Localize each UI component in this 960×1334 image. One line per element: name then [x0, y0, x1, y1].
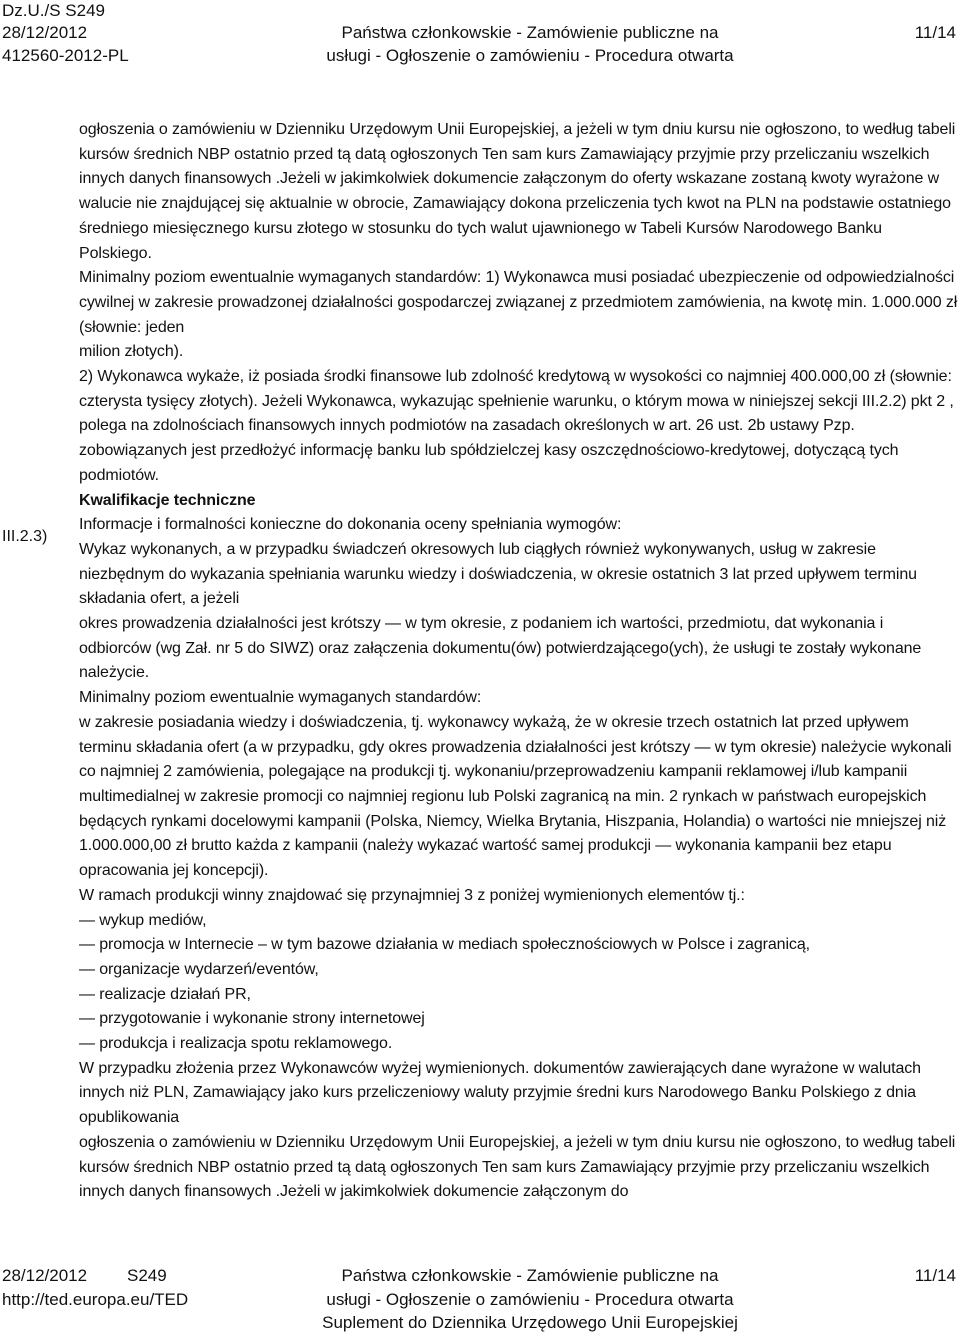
paragraph-currency-conversion-repeat: ogłoszenia o zamówieniu w Dzienniku Urzędowym Unii Europejskiej, a jeżeli w tym dniu kursu nie ogłoszono, to według tabeli kursów średnich NBP ostatnio przed tą datą ogłoszonych Ten sam kurs Zamawiający przyjmie przy przeliczaniu wszelkich innych danych finansowych .Jeżeli w jakimkolwiek dokumencie załączonym do	[79, 1133, 956, 1201]
document-body	[79, 118, 959, 1205]
paragraph-knowledge-experience: w zakresie posiadania wiedzy i doświadczenia, tj. wykonawcy wykażą, że w okresie trzech ostatnich lat przed upływem terminu składania ofert (a w przypadku, gdy okres prowadzenia działalności jest krótszy — w tym okresie) należycie wykonali co najmniej 2 zamówienia, polegające na produkcji tj. wykonaniu/przeprowadzeniu kampanii reklamowej i/lub kampanii multimedialnej w zakresie promocji co najmniej regionu lub Polski zagranicą na min. 2 rynkach w państwach europejskich będących rynkami docelowymi kampanii (Polska, Niemcy, Wielka Brytania, Hiszpania, Holandia) o wartości nie mniejszej niż 1.000.000,00 zł brutto każda z kampanii (należy wykazać wartość samej produkcji — wykonania kampanii bez etapu opracowania jej koncepcji).	[79, 713, 952, 880]
header-title-line1: Państwa członkowskie - Zamówienie publiczne na	[341, 23, 719, 42]
paragraph-insurance-requirement: Minimalny poziom ewentualnie wymaganych standardów: 1) Wykonawca musi posiadać ubezpieczenie od odpowiedzialności cywilnej w zakresie prowadzonej działalności gospodarczej związanej z przedmiotem zamówienia, na kwotę min. 1.000.000 zł (słownie: jeden	[79, 269, 958, 336]
paragraph-activity-period: okres prowadzenia działalności jest krótszy — w tym okresie, z podaniem ich wartości, przedmiotu, dat wykonania i odbiorców (wg Zał. nr 5 do SIWZ) oraz załączenia dokumentu(ów) potwierdzającego(ych), że usługi te zostały wykonane należycie.	[79, 615, 922, 682]
list-item: — organizacje wydarzeń/eventów,	[79, 960, 319, 978]
section-title: Kwalifikacje techniczne	[79, 491, 256, 509]
footer-title-line1: Państwa członkowskie - Zamówienie publiczne na	[341, 1266, 719, 1285]
header-title-line2: usługi - Ogłoszenie o zamówieniu - Procedura otwarta	[326, 46, 734, 65]
list-item: — wykup mediów,	[79, 911, 207, 929]
paragraph-insurance-amount: milion złotych).	[79, 343, 184, 361]
paragraph-third-party-capacity: polega na zdolnościach finansowych innych podmiotów na zasadach określonych w art. 26 ust. 2b ustawy Pzp. zobowiązanych jest przedłożyć informację banku lub spółdzielczej kasy oszczędnościowo-kredytowej, dotyczącą tych podmiotów.	[79, 417, 899, 484]
header-page-number: 11/14	[914, 23, 956, 42]
footer-title-line3: Suplement do Dziennika Urzędowego Unii Europejskiej	[322, 1313, 738, 1332]
footer-date: 28/12/2012	[2, 1266, 88, 1285]
section-number: III.2.3)	[2, 528, 48, 545]
list-item: — produkcja i realizacja spotu reklamowego.	[79, 1035, 393, 1053]
info-line: Informacje i formalności konieczne do dokonania oceny spełniania wymogów:	[79, 516, 622, 534]
footer-url[interactable]: http://ted.europa.eu/TED	[2, 1290, 189, 1309]
footer-page-number: 11/14	[914, 1266, 956, 1285]
paragraph-services-list: Wykaz wykonanych, a w przypadku świadczeń okresowych lub ciągłych również wykonywanych, usług w zakresie niezbędnym do wykazania spełniania warunku wiedzy i doświadczenia, w okresie ostatnich 3 lat przed upływem terminu składania ofert, a jeżeli	[79, 540, 917, 608]
footer-issue: S249	[127, 1266, 167, 1285]
paragraph-financial-means: 2) Wykonawca wykaże, iż posiada środki finansowe lub zdolność kredytową w wysokości co najmniej 400.000,00 zł (słownie: czterysta tysięcy złotych). Jeżeli Wykonawca, wykazując spełnienie warunku, o którym mowa w niniejszej sekcji III.2.2) pkt 2 ,	[79, 368, 954, 410]
paragraph-currency-documents: W przypadku złożenia przez Wykonawców wyżej wymienionych. dokumentów zawierających dane wyrażone w walutach innych niż PLN, Zamawiający jako kurs przeliczeniowy waluty przyjmie średni kurs Narodowego Banku Polskiego z dnia opublikowania	[79, 1059, 921, 1127]
header-notice-id: 412560-2012-PL	[2, 46, 129, 65]
list-item: — promocja w Internecie – w tym bazowe działania w mediach społecznościowych w Polsce i zagranicą,	[79, 936, 810, 954]
list-item: — przygotowanie i wykonanie strony internetowej	[79, 1010, 425, 1028]
min-standards-heading: Minimalny poziom ewentualnie wymaganych standardów:	[79, 689, 482, 707]
paragraph-currency-conversion: ogłoszenia o zamówieniu w Dzienniku Urzędowym Unii Europejskiej, a jeżeli w tym dniu kursu nie ogłoszono, to według tabeli kursów średnich NBP ostatnio przed tą datą ogłoszonych Ten sam kurs Zamawiający przyjmie przy przeliczaniu wszelkich innych danych finansowych .Jeżeli w jakimkolwiek dokumencie załączonym do oferty wskazane zostaną kwoty wyrażone w walucie nie znajdującej się aktualnie w obrocie, Zamawiający dokona przeliczenia tych kwot na PLN na podstawie ostatniego średniego miesięcznego kursu złotego w stosunku do tych walut ujawnionego w Tabeli Kursów Narodowego Banku Polskiego.	[79, 121, 956, 262]
header-journal: Dz.U./S S249	[2, 1, 105, 20]
footer-title-line2: usługi - Ogłoszenie o zamówieniu - Procedura otwarta	[326, 1290, 734, 1309]
list-item: — realizacje działań PR,	[79, 985, 251, 1003]
header-date: 28/12/2012	[2, 23, 88, 42]
elements-intro: W ramach produkcji winny znajdować się przynajmniej 3 z poniżej wymienionych elementów tj.:	[79, 886, 745, 904]
